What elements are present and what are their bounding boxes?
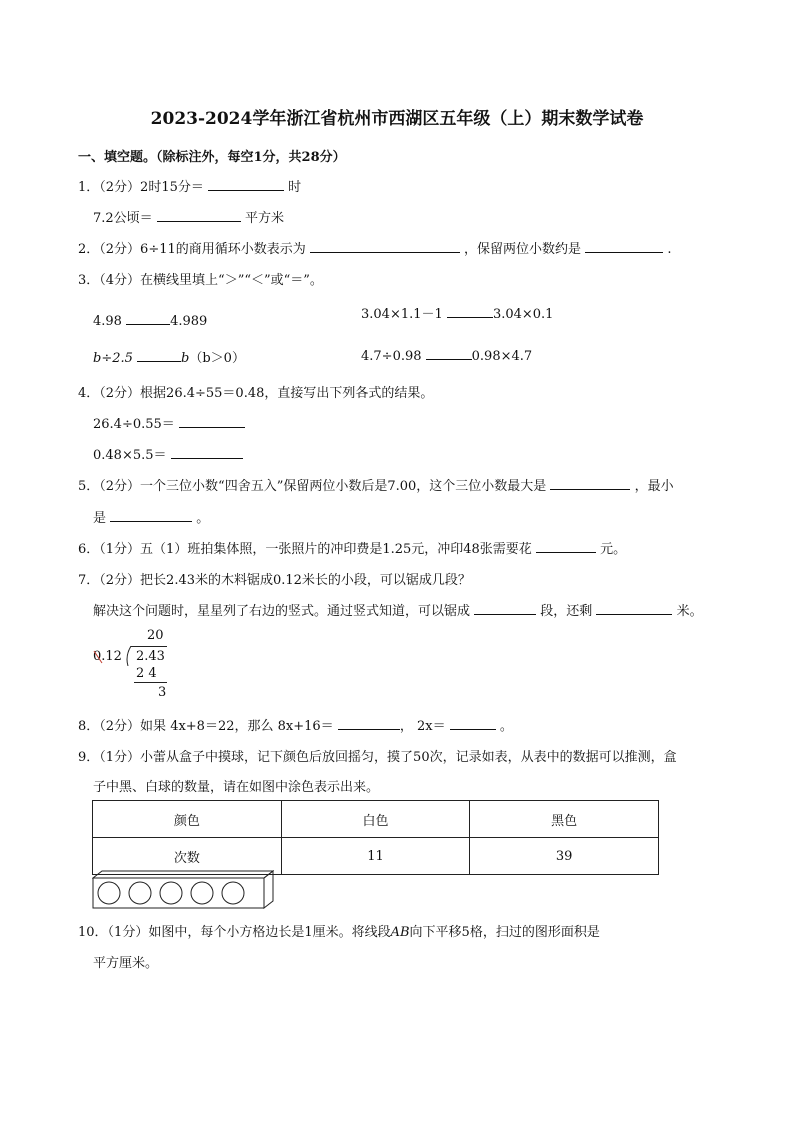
- expr: 4.989: [170, 314, 208, 329]
- question-7-line2: [93, 600, 703, 619]
- question-1a: [78, 176, 301, 195]
- question-text: 向下平移5格，扫过的图形面积是: [409, 925, 600, 940]
- expr: b÷2.5: [93, 351, 133, 366]
- table-header-row: [93, 801, 659, 838]
- question-3: 3．（4分）在横线里填上“＞”“＜”或“＝”。: [78, 273, 323, 288]
- question-text: 7.2公顷＝: [93, 211, 153, 226]
- question-text: 。: [499, 719, 513, 734]
- answer-blank[interactable]: [157, 209, 241, 222]
- question-4a: [93, 413, 245, 432]
- expr: 26.4÷0.55＝: [93, 417, 175, 432]
- ball-circle[interactable]: [191, 882, 213, 904]
- answer-blank[interactable]: [338, 717, 400, 730]
- answer-blank[interactable]: [208, 178, 284, 191]
- division-bracket: [124, 646, 134, 666]
- question-text: 6．（1分）五（1）班拍集体照，一张照片的冲印费是1.25元，冲印48张需要花: [78, 542, 532, 557]
- dividend: 2.43: [136, 649, 165, 664]
- question-text: 是: [93, 511, 107, 526]
- answer-blank[interactable]: [450, 717, 496, 730]
- question-1b: [93, 207, 284, 226]
- expr: 0.98×4.7: [471, 349, 533, 364]
- question-text: ，最小: [634, 479, 674, 494]
- pencil-mark-icon: [92, 648, 106, 666]
- expr: 4.98: [93, 314, 122, 329]
- answer-blank[interactable]: [585, 240, 663, 253]
- question-text: 段，还剩: [540, 604, 593, 619]
- expr: （b＞0）: [189, 351, 245, 366]
- table-header: 白色: [281, 801, 470, 838]
- answer-blank[interactable]: [447, 305, 493, 318]
- answer-blank[interactable]: [596, 602, 672, 615]
- question-text: 8．（2分）如果: [78, 719, 167, 734]
- expr: 3.04×0.1: [492, 307, 554, 322]
- table-header: 颜色: [93, 801, 282, 838]
- segment-label: AB: [390, 925, 410, 940]
- remainder: 3: [158, 685, 167, 700]
- quotient: 20: [147, 628, 164, 643]
- question-text: 2．（2分）6÷11的商用循环小数表示为: [78, 242, 306, 257]
- compare-c: [93, 347, 245, 366]
- question-text: 5．（2分）一个三位小数“四舍五入”保留两位小数后是7.00，这个三位小数最大是: [78, 479, 547, 494]
- question-4: 4．（2分）根据26.4÷55＝0.48，直接写出下列各式的结果。: [78, 386, 434, 401]
- table-cell: 11: [281, 838, 470, 875]
- question-text: 米。: [676, 604, 703, 619]
- question-2: [78, 238, 671, 257]
- answer-blank[interactable]: [137, 349, 181, 362]
- question-9-line2: 子中黑、白球的数量，请在如图中涂色表示出来。: [93, 780, 380, 795]
- answer-blank[interactable]: [179, 415, 245, 428]
- ball-box-figure: [92, 870, 274, 910]
- answer-blank[interactable]: [126, 312, 170, 325]
- question-text: 4x+8＝22，那么: [170, 719, 274, 734]
- question-text: 1．（2分）2时15分＝: [78, 180, 204, 195]
- ball-circle[interactable]: [160, 882, 182, 904]
- page-title: 2023-2024学年浙江省杭州市西湖区五年级（上）期末数学试卷: [150, 109, 644, 129]
- question-7: 7．（2分）把长2.43米的木料锯成0.12米长的小段，可以锯成几段？: [78, 573, 471, 588]
- ball-circle[interactable]: [222, 882, 244, 904]
- question-text: 平方米: [244, 211, 284, 226]
- question-text: 时: [288, 180, 302, 195]
- question-text: 解决这个问题时，星星列了右边的竖式。通过竖式知道，可以锯成: [93, 604, 471, 619]
- compare-d: [361, 347, 532, 364]
- question-5: [78, 475, 674, 494]
- question-6: [78, 538, 626, 557]
- answer-blank[interactable]: [474, 602, 536, 615]
- section-heading: 一、填空题。（除标注外，每空1分，共28分）: [78, 150, 346, 165]
- table-row: [93, 838, 659, 875]
- question-text: 元。: [600, 542, 627, 557]
- answer-blank[interactable]: [310, 240, 460, 253]
- question-text: .: [667, 242, 672, 257]
- table-cell: 次数: [93, 838, 282, 875]
- partial-product: 2 4: [136, 666, 157, 681]
- question-5-line2: [93, 507, 209, 526]
- question-4b: [93, 444, 243, 463]
- question-text: ，: [399, 719, 413, 734]
- expr: b: [181, 351, 190, 366]
- question-9: 9．（1分）小蕾从盒子中摸球，记下颜色后放回摇匀，摸了50次，记录如表，从表中的数据可以推测，盒: [78, 750, 677, 765]
- question-text: 8x+16＝: [277, 719, 334, 734]
- ball-circle[interactable]: [98, 882, 120, 904]
- answer-blank[interactable]: [171, 446, 243, 459]
- question-text: 。: [196, 511, 210, 526]
- question-text: ，保留两位小数约是: [464, 242, 582, 257]
- subtraction-line: [134, 682, 167, 683]
- result-table: [92, 800, 659, 875]
- question-text: 2x＝: [416, 719, 446, 734]
- box-outline: [93, 871, 273, 908]
- question-text: 10．（1分）如图中，每个小方格边长是1厘米。将线段: [78, 925, 391, 940]
- expr: 4.7÷0.98: [361, 349, 422, 364]
- divisor: 0.12: [93, 649, 122, 664]
- expr: 0.48×5.5＝: [93, 448, 167, 463]
- answer-blank[interactable]: [110, 509, 192, 522]
- table-header: 黑色: [470, 801, 659, 838]
- answer-blank[interactable]: [426, 347, 472, 360]
- compare-a: [93, 312, 207, 329]
- question-10-line2: 平方厘米。: [93, 956, 159, 971]
- division-bar: [131, 646, 167, 647]
- question-8: [78, 715, 513, 734]
- ball-circle[interactable]: [129, 882, 151, 904]
- answer-blank[interactable]: [536, 540, 596, 553]
- compare-b: [361, 303, 553, 322]
- table-cell: 39: [470, 838, 659, 875]
- expr: 3.04×1.1－1: [361, 307, 443, 322]
- answer-blank[interactable]: [550, 477, 630, 490]
- question-10: [78, 921, 600, 940]
